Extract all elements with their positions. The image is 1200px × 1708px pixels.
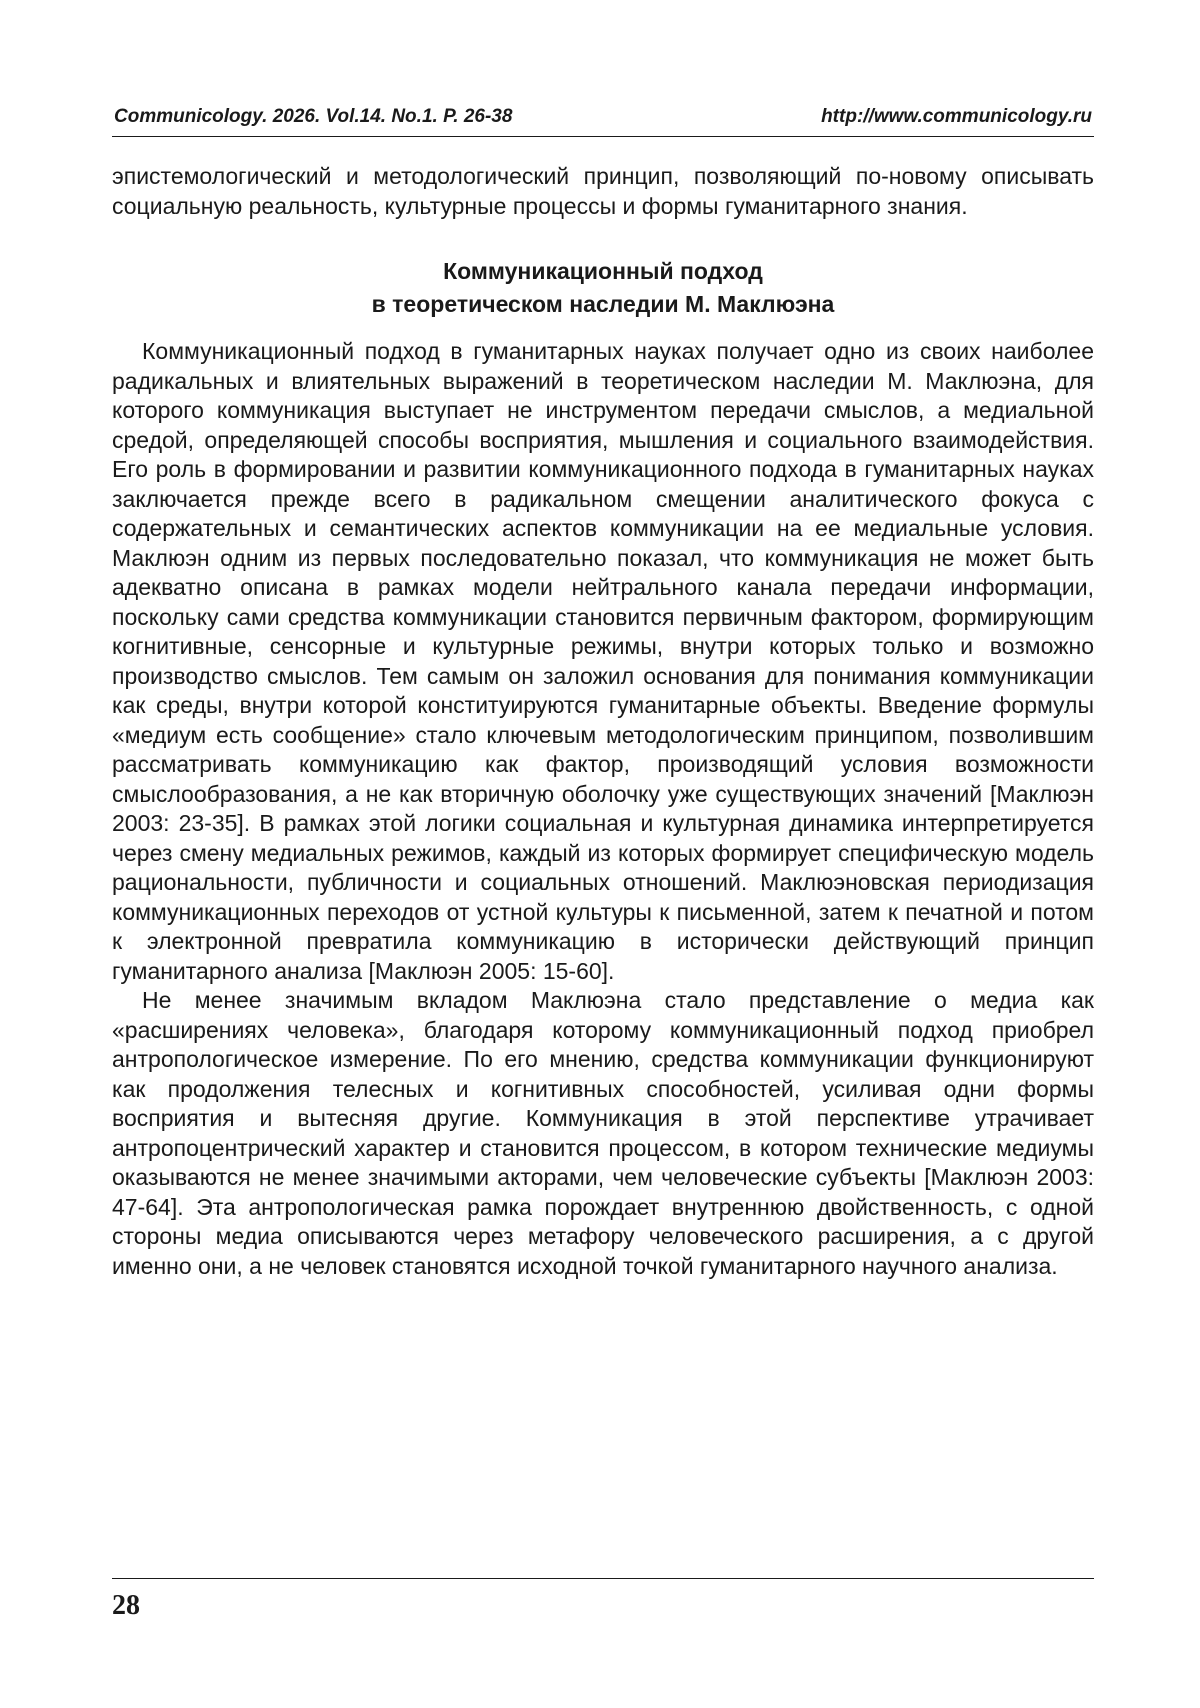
page-number: 28 xyxy=(112,1590,140,1621)
body-paragraph-1: Коммуникационный подход в гуманитарных науках получает одно из своих наиболее радикальных и влиятельных выражений в теоретическом наследии М. Маклюэна, для которого коммуникация выступает не инструментом передачи смыслов, а медиальной средой, определяющей способы восприятия, мышления и социального взаимодействия. Его роль в формировании и развитии коммуникационного подхода в гуманитарных науках заключается прежде всего в радикальном смещении аналитического фокуса с содержательных и семантических аспектов коммуникации на ее медиальные условия. Маклюэн одним из первых последовательно показал, что коммуникация не может быть адекватно описана в рамках модели нейтрального канала передачи информации, поскольку сами средства коммуникации становится первичным фактором, формирующим когнитивные, сенсорные и культурные режимы, внутри которых только и возможно производство смыслов. Тем самым он заложил основания для понимания коммуникации как среды, внутри которой конституируются гуманитарные объекты. Введение формулы «медиум есть сообщение» стало ключевым методологическим принципом, позволившим рассматривать коммуникацию как фактор, производящий условия возможности смыслообразования, а не как вторичную оболочку уже существующих значений [Маклюэн 2003: 23-35]. В рамках этой логики социальная и культурная динамика интерпретируется через смену медиальных режимов, каждый из которых формирует специфическую модель рациональности, публичности и социальных отношений. Маклюэновская периодизация коммуникационных переходов от устной культуры к письменной, затем к печатной и потом к электронной превратила коммуникацию в исторически действующий принцип гуманитарного анализа [Маклюэн 2005: 15-60]. xyxy=(112,338,1094,984)
body-paragraph-2: Не менее значимым вкладом Маклюэна стало представление о медиа как «расширениях человека», благодаря которому коммуникационный подход приобрел антропологическое измерение. По его мнению, средства коммуникации функционируют как продолжения телесных и когнитивных способностей, усиливая одни формы восприятия и вытесняя другие. Коммуникация в этой перспективе утрачивает антропоцентрический характер и становится процессом, в котором технические медиумы оказываются не менее значимыми акторами, чем человеческие субъекты [Маклюэн 2003: 47-64]. Эта антропологическая рамка порождает внутреннюю двойственность, с одной стороны медиа описываются через метафору человеческого расширения, а с другой именно они, а не человек становятся исходной точкой гуманитарного научного анализа. xyxy=(112,987,1094,1279)
section-title-line-2: в теоретическом наследии М. Маклюэна xyxy=(371,291,835,317)
journal-url[interactable]: http://www.communicology.ru xyxy=(821,106,1092,127)
page-body xyxy=(112,162,1094,1281)
footer-divider xyxy=(112,1578,1094,1579)
section-title xyxy=(112,255,1094,321)
intro-paragraph: эпистемологический и методологический принцип, позволяющий по-новому описывать социальную реальность, культурные процессы и формы гуманитарного знания. xyxy=(112,163,1094,219)
section-title-line-1: Коммуникационный подход xyxy=(443,258,763,284)
journal-citation: Communicology. 2026. Vol.14. No.1. P. 26-38 xyxy=(114,106,513,127)
running-header xyxy=(112,102,1094,137)
